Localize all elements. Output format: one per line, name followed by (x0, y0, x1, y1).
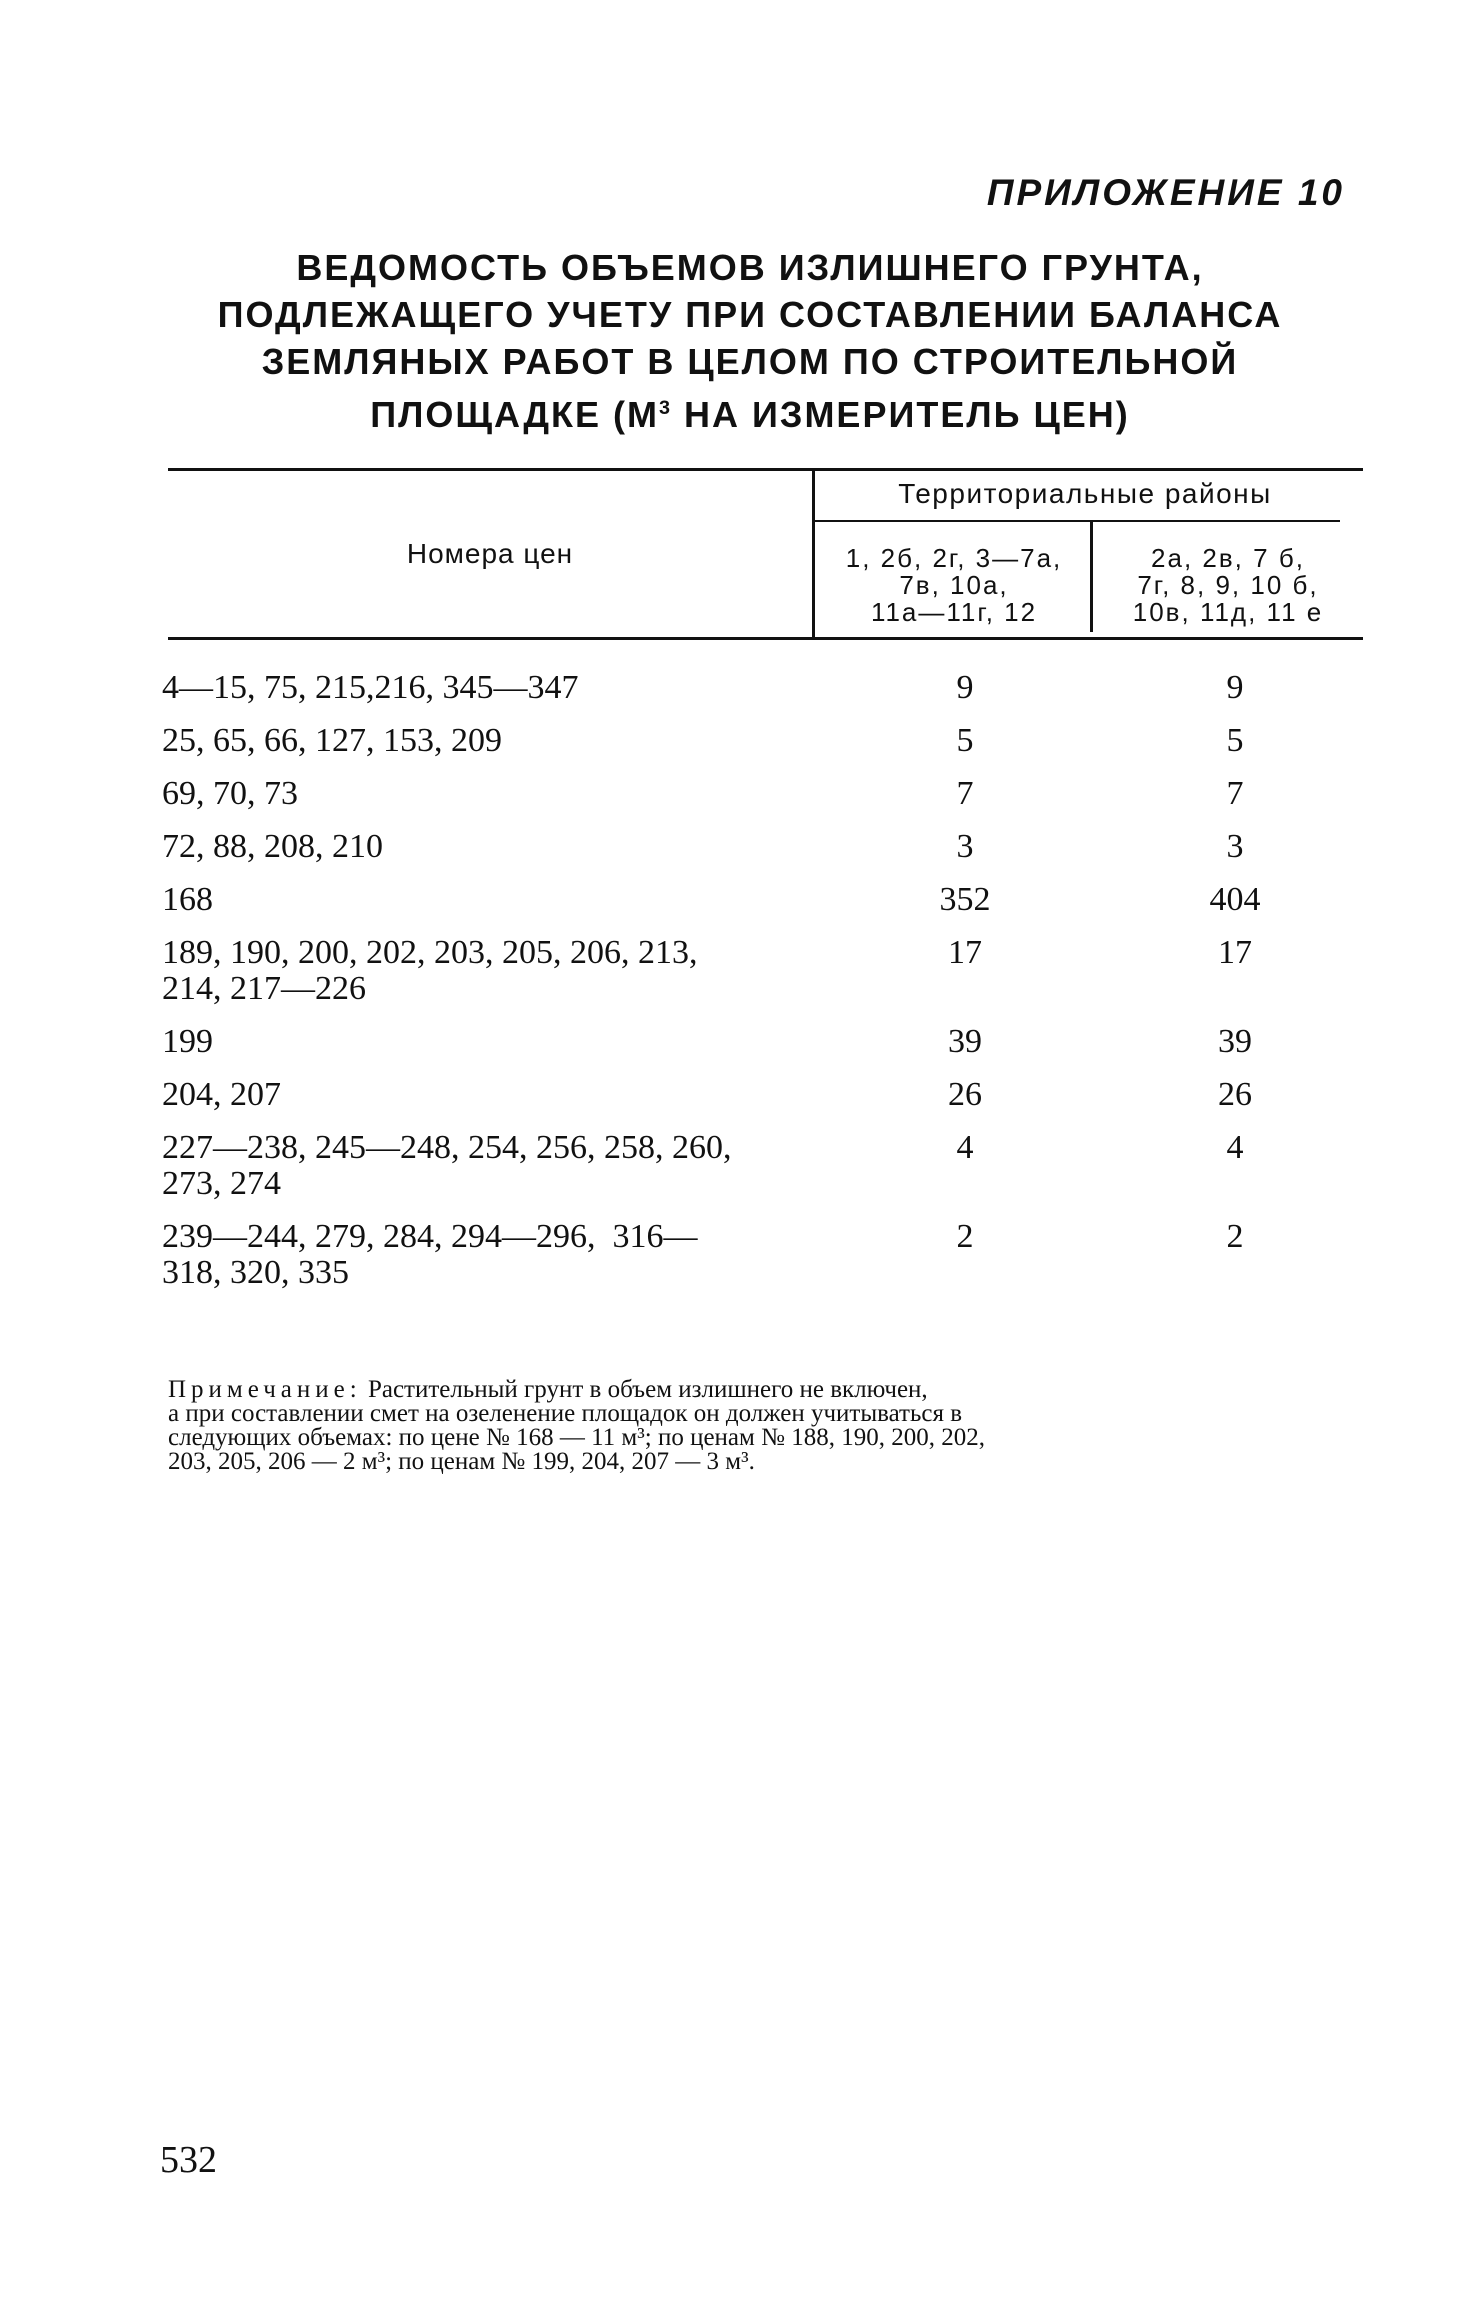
table-row (0, 1219, 1479, 1308)
header-col1-line: 1, 2б, 2г, 3—7а, (845, 543, 1063, 573)
table-row (0, 1024, 1479, 1077)
row-value-group-2: 404 (1209, 881, 1261, 918)
row-label-line: 189, 190, 200, 202, 203, 205, 206, 213, (162, 934, 698, 971)
table-note (168, 1378, 1358, 1474)
row-label-line: 239—244, 279, 284, 294—296, 316— (162, 1218, 698, 1255)
table-top-rule (168, 468, 1363, 471)
table-row (0, 776, 1479, 829)
header-region-group-2 (1093, 545, 1363, 626)
row-value-group-1: 26 (948, 1076, 982, 1113)
row-value-group-1: 9 (956, 669, 974, 706)
note-line-1-text: Растительный грунт в объем излишнего не включен, (361, 1376, 928, 1403)
row-price-numbers (162, 1130, 842, 1202)
title-line-3: ЗЕМЛЯНЫХ РАБОТ В ЦЕЛОМ ПО СТРОИТЕЛЬНОЙ (261, 341, 1239, 382)
row-price-numbers (162, 1219, 842, 1291)
note-prefix: Примечание: (168, 1376, 362, 1403)
table-body (0, 670, 1479, 1308)
document-title (150, 244, 1350, 438)
title-line-4-end: НА ИЗМЕРИТЕЛЬ ЦЕН) (672, 394, 1130, 435)
table-row (0, 935, 1479, 1024)
row-price-numbers (162, 882, 842, 918)
row-price-numbers (162, 935, 842, 1007)
row-value-group-1: 39 (948, 1023, 982, 1060)
row-value-group-2: 3 (1226, 828, 1244, 865)
appendix-label: ПРИЛОЖЕНИЕ 10 (986, 172, 1345, 213)
row-label-line: 227—238, 245—248, 254, 256, 258, 260, (162, 1129, 732, 1166)
header-col1-line: 7в, 10а, (899, 570, 1009, 600)
row-label-line: 4—15, 75, 215,216, 345—347 (162, 669, 579, 706)
row-price-numbers (162, 829, 842, 865)
title-line-4 (150, 385, 1350, 438)
row-label-line: 318, 320, 335 (162, 1254, 349, 1291)
row-value-group-1: 3 (956, 828, 974, 865)
header-col2-line: 2а, 2в, 7 б, (1151, 543, 1305, 573)
row-label-line: 168 (162, 881, 213, 918)
page-number: 532 (160, 2139, 217, 2181)
row-value-group-2: 4 (1226, 1129, 1244, 1166)
table-row (0, 829, 1479, 882)
note-line-4: 203, 205, 206 — 2 м³; по ценам № 199, 204, 207 — 3 м³. (168, 1448, 755, 1475)
row-label-line: 69, 70, 73 (162, 775, 298, 812)
row-price-numbers (162, 670, 842, 706)
row-value-group-1: 352 (939, 881, 991, 918)
row-value-group-1: 17 (948, 934, 982, 971)
row-price-numbers (162, 1024, 842, 1060)
table-row (0, 1077, 1479, 1130)
row-value-group-1: 2 (956, 1218, 974, 1255)
title-line-1: ВЕДОМОСТЬ ОБЪЕМОВ ИЗЛИШНЕГО ГРУНТА, (296, 247, 1204, 288)
row-label-line: 214, 217—226 (162, 970, 366, 1007)
table-header-bottom-rule (168, 637, 1363, 640)
row-value-group-1: 7 (956, 775, 974, 812)
table-row (0, 1130, 1479, 1219)
row-label-line: 204, 207 (162, 1076, 281, 1113)
row-label-line: 25, 65, 66, 127, 153, 209 (162, 722, 502, 759)
row-value-group-2: 5 (1226, 722, 1244, 759)
title-line-2: ПОДЛЕЖАЩЕГО УЧЕТУ ПРИ СОСТАВЛЕНИИ БАЛАНСА (217, 294, 1283, 335)
title-line-4-start: ПЛОЩАДКЕ (М (370, 394, 659, 435)
note-line-1 (168, 1378, 1358, 1402)
note-line-2: а при составлении смет на озеленение площадок он должен учитываться в (168, 1400, 963, 1427)
header-col1-line: 11а—11г, 12 (870, 597, 1038, 627)
header-price-numbers: Номера цен (406, 538, 574, 569)
row-price-numbers (162, 723, 842, 759)
row-price-numbers (162, 1077, 842, 1113)
row-value-group-2: 7 (1226, 775, 1244, 812)
row-label-line: 72, 88, 208, 210 (162, 828, 383, 865)
row-label-line: 273, 274 (162, 1165, 281, 1202)
header-col2-line: 10в, 11д, 11 е (1132, 597, 1324, 627)
row-label-line: 199 (162, 1023, 213, 1060)
row-value-group-2: 9 (1226, 669, 1244, 706)
row-value-group-2: 39 (1218, 1023, 1252, 1060)
row-value-group-2: 17 (1218, 934, 1252, 971)
header-territorial-regions: Территориальные районы (898, 478, 1272, 509)
table-row (0, 723, 1479, 776)
row-value-group-2: 2 (1226, 1218, 1244, 1255)
table-row (0, 882, 1479, 935)
row-price-numbers (162, 776, 842, 812)
table-row (0, 670, 1479, 723)
header-col2-line: 7г, 8, 9, 10 б, (1137, 570, 1319, 600)
row-value-group-1: 5 (956, 722, 974, 759)
table-subheader-rule (815, 520, 1340, 522)
header-region-group-1 (820, 545, 1088, 626)
title-superscript: 3 (659, 397, 673, 419)
row-value-group-2: 26 (1218, 1076, 1252, 1113)
row-value-group-1: 4 (956, 1129, 974, 1166)
note-line-3: следующих объемах: по цене № 168 — 11 м³; по ценам № 188, 190, 200, 202, (168, 1424, 985, 1451)
